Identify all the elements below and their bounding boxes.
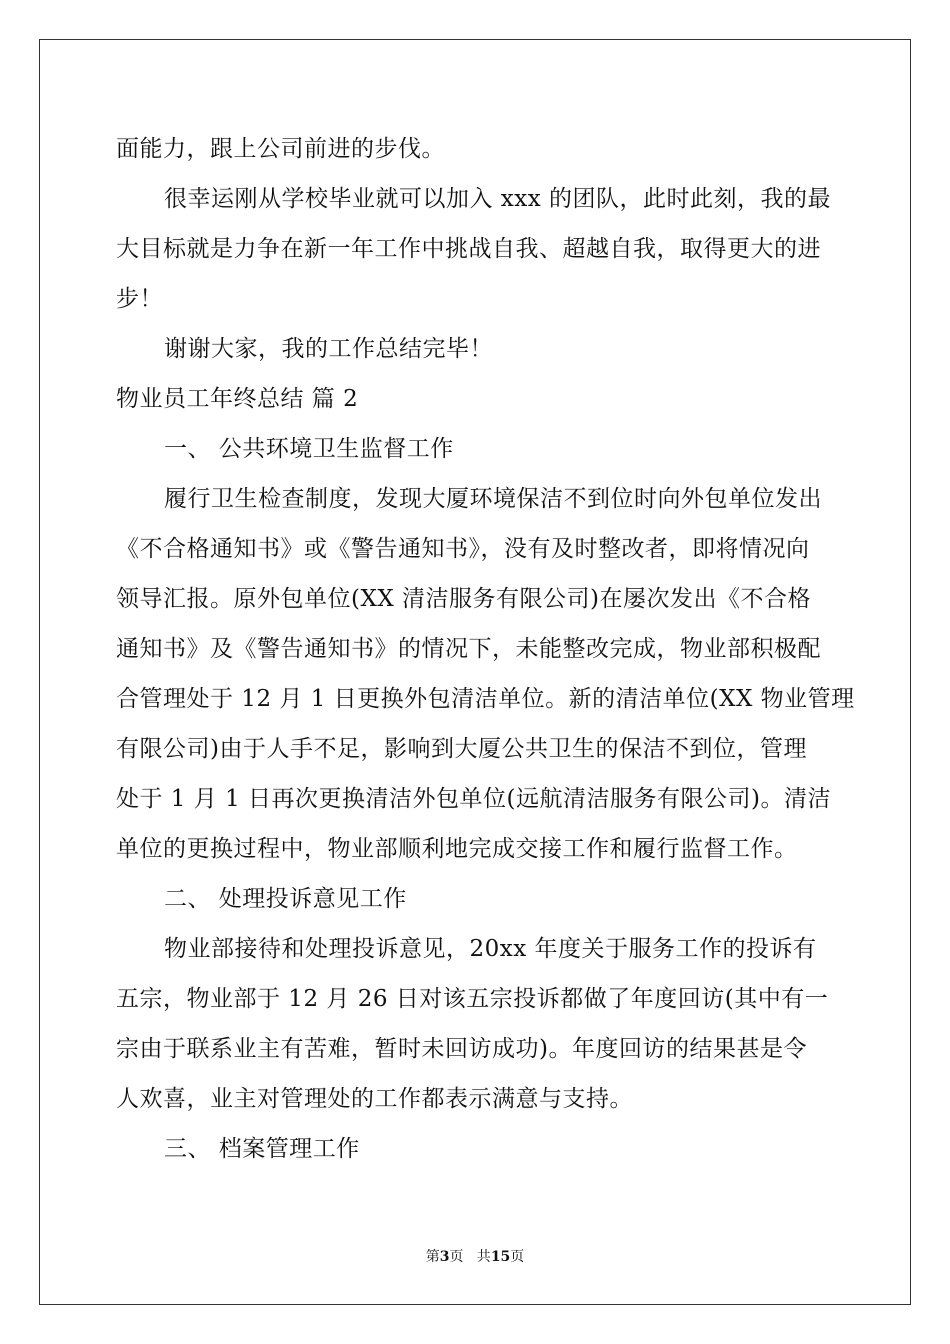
footer-suffix: 页	[510, 1249, 525, 1265]
text-line: 步！	[116, 286, 163, 312]
text-line: 有限公司)由于人手不足，影响到大厦公共卫生的保洁不到位，管理	[116, 736, 807, 762]
section-heading: 物业员工年终总结 篇 2	[116, 386, 359, 412]
text-line: 五宗，物业部于 12 月 26 日对该五宗投诉都做了年度回访(其中有一	[116, 986, 829, 1012]
text-line: 通知书》及《警告通知书》的情况下，未能整改完成，物业部积极配	[116, 636, 821, 662]
current-page-number: 3	[439, 1249, 450, 1265]
page-border	[39, 39, 911, 1305]
text-line: 面能力，跟上公司前进的步伐。	[116, 136, 445, 162]
text-line: 人欢喜，业主对管理处的工作都表示满意与支持。	[116, 1086, 633, 1112]
text-line: 单位的更换过程中，物业部顺利地完成交接工作和履行监督工作。	[116, 836, 798, 862]
text-line: 很幸运刚从学校毕业就可以加入 xxx 的团队，此时此刻，我的最	[164, 186, 832, 212]
text-line: 领导汇报。原外包单位(XX 清洁服务有限公司)在屡次发出《不合格	[116, 586, 812, 612]
subsection-heading: 三、 档案管理工作	[164, 1136, 360, 1162]
page-footer	[0, 1246, 950, 1266]
text-line: 谢谢大家，我的工作总结完毕！	[164, 336, 493, 362]
total-page-number: 15	[490, 1249, 511, 1265]
footer-mid: 页 共	[449, 1249, 491, 1265]
subsection-heading: 一、 公共环境卫生监督工作	[164, 436, 454, 462]
footer-prefix: 第	[425, 1249, 440, 1265]
text-line: 《不合格通知书》或《警告通知书》，没有及时整改者，即将情况向	[116, 536, 810, 562]
text-line: 合管理处于 12 月 1 日更换外包清洁单位。新的清洁单位(XX 物业管理	[116, 686, 855, 712]
text-line: 宗由于联系业主有苦难，暂时未回访成功)。年度回访的结果甚是令	[116, 1036, 807, 1062]
text-line: 履行卫生检查制度，发现大厦环境保洁不到位时向外包单位发出	[164, 486, 822, 512]
text-line: 处于 1 月 1 日再次更换清洁外包单位(远航清洁服务有限公司)。清洁	[116, 786, 831, 812]
text-line: 大目标就是力争在新一年工作中挑战自我、超越自我，取得更大的进	[116, 236, 821, 262]
subsection-heading: 二、 处理投诉意见工作	[164, 886, 407, 912]
text-line: 物业部接待和处理投诉意见，20xx 年度关于服务工作的投诉有	[164, 936, 817, 962]
